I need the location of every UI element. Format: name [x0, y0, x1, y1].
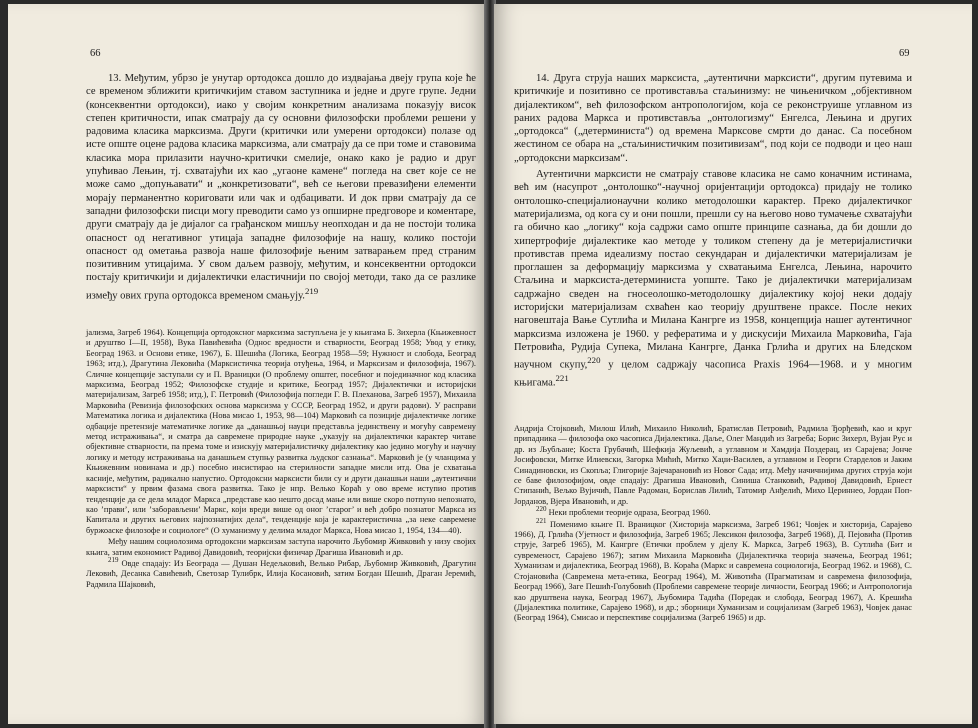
- note-ref-219: 219: [304, 285, 319, 296]
- right-page-body: [514, 72, 912, 393]
- right-page-number: 69: [899, 48, 910, 59]
- footnote-220-text: Неки проблеми теорије одраза, Београд 1960.: [548, 508, 711, 518]
- footnote-220: [514, 505, 912, 518]
- footnote-221: [514, 516, 912, 624]
- section-13-paragraph: [86, 72, 476, 303]
- right-footnotes: [514, 424, 912, 625]
- authentic-marxists-paragraph: [514, 168, 912, 390]
- footnote-continuation: јализма, Загреб 1964). Концепција ортодоксног марксизма заступљена је у књигама Б. Зихерла (Књижевност и друштво I—II, 1958), Вука Павићевића (Однос вредности и стварности, Београд 1958; Увод у етику, Београд 1963. и Основи етике, 1967), Б. Шешића (Логика, Београд 1958—59; Нужност и слобода, Београд 1963; итд.), Драгутина Лековића (Марксистичка теорија отуђења, 1964, и Марксизам и филозофија, 1967). Сличне концепције заступали су и П. Враницки (О проблему општег, посебног и појединачног код класика марксизма, Београд 1952; Филозофске студије и критике, Београд 1957; Дијалектички и историјски материјализам, Загреб 1958; итд.), Г. Петровић (Филозофија погледи Г. В. Плеханова, Загреб 1957), Михаила Марковића (Ревизија филозофских основа марксизма у СССР, Београд 1952, и други радови). У расправи Математика логика и дијалектика (Нова мисао 1, 1953, 98—104) Марковић са позиције дијалектичке логике одбације претензије математичке логике да „данашњој науци представља јединствену и могућу савремену метод истраживања“, и сматра да савремене природне науке „указују на дијалектички карактер читаве објективне стварности, па према томе и изискују материјалистичку дијалектику као једино могућу и научну логику и методу истраживања на данашњем ступњу развитка људског сазнања“. Марковић је (у чланцима у Књижевним новинама и др.) посебно инсистирао на стерилности западне мисли итд. Ова је схватања касније, међутим, радикално напустио. Ортодоксни марксисти били су и други данашњи наши „аутентични марксисти“ у првим фазама свога развитка. Тако је нпр. Велько Кораћ у ово време иступио против тенденције да се дела младог Маркса „представе као нешто досад мање или више скоро потпуно непознато, као ’прави’, или ’заборављени’ Маркс, који вреди више од оног ’старог’ и већ добро познатог Маркса из Капитала и других његових најпознатијих дела“, тенденције која је карактеристична „за неке савремене буржоаске филозофе и социологе“ (О хуманизму у делима младог Маркса, Нова мисао 1, 1954, 134—40).: [86, 328, 476, 535]
- left-page-number: 66: [90, 48, 101, 59]
- left-footnotes: [86, 328, 476, 591]
- footnote-221-number: 221: [536, 516, 547, 525]
- note-ref-220: 220: [587, 355, 601, 366]
- footnote-221-text: Поменимо књиге П. Враницког (Хисторија марксизма, Загреб 1961; Човјек и хисторија, Сарајево 1966), Д. Грлића (Ујетност и филозофија, Загреб 1965; Лексикон филозофа, Загреб 1968), Д. Пејовића (Против струје, Загреб 1965), М. Кангрге (Етички проблем у дјелу К. Маркса, Загреб 1963), В. Сутлића (Бит и сувременост, Сарајево 1967); затим Михаила Марковића (Дијалектичка теорија значења, Београд 1961; Хуманизам и дијалектика, Београд 1968), В. Кораћа (Маркс и савремена социологија, Београд 1962. и 1968), С. Стојановића (Савремена мета-етика, Београд 1964), М. Животића (Прагматизам и савремена филозофија, Београд 1966), Заге Пешић-Голубовић (Проблеми савремене теорије личности, Београд 1966; и Антропологија као друштвена наука, Београд 1967), Љубомира Тадића (Поредак и слобода, Београд 1967), А. Крешића (Дијалектика политике, Сарајево 1968), и др.; зборници Хуманизам и социјализам (Загреб 1963), Човјек данас (Београд 1964), Смисао и перспективе социјализма (Загреб 1965) и др.: [514, 519, 912, 623]
- left-page-body: [86, 72, 476, 306]
- left-page: [8, 4, 486, 724]
- footnote-220-number: 220: [536, 505, 547, 514]
- paragraph-2-text: Аутентични марксисти не сматрају ставове класика не само коначним истинама, већ им (насупрот „онтолошко“-научној оријентацији ортодокса) придају не толико онтолошко-специјалионаучни колико методолошки карактер. Преко дијалектичког материјализма, од кога су и они пошли, прешли су на његово ново тумачење схватајући га обично као „логику“ која садржи само опште принципе сазнања, да би дошли до хипертрофије дијалектике као методе у толиком степену да је метеријалистички противстав према идеализму постао секундаран и дијалектички материјализам је проглашен за деформацију марксизма у схватањима Енгелса, Лењина, нарочито Стаљина и марксиста-детерминиста уопште. Тако је дијалектички материјализам садржајно сведен на гносеолошко-методолошку дијалектику којој неки додају историјски материјализам схваћен као теорију друштвене праксе. После неких наговештаја Вање Сутлића и Милана Кангрге из 1958, концепција нашег аутентичног марксизма изложена је 1960. у рефератима и у дискусији Михаила Марковића, Гаја Петровића, Рудија Супека, Милана Кангрге, Данка Грлића и других на Бледском научном скупу,: [514, 169, 912, 371]
- footnote-continuation-2: Међу нашим социолозима ортодоксни марксизам заступа нарочито Љубомир Живковић у низу својих књига, затим економист Радивој Давидовић, теоријски физичар Драгиша Ивановић и др.: [86, 537, 476, 557]
- section-14-paragraph: 14. Друга струја наших марксиста, „аутентични марксисти“, другим путевима и критичкије и позитивно се противставља стаљинизму: не чињеничком „објективном дијалектиком“, већ филозофском антропологијом, која се реконструише углавном из раних радова Маркса и противставља „онтологизму“ Енгелса, Лењина и других „ортодокса“ („детерминиста“) од времена Марксове смрти до данас. Са посебном жестином се обара на „стаљинистичким позитивизам“, под који се подводи и цео наш „ортодоксни марксизам“.: [514, 73, 912, 164]
- footnote-219: [86, 556, 476, 590]
- paragraph-2-end: у целом садржају часописа Praxis 1964—1968. и у многим књигама.: [514, 359, 913, 389]
- section-13-text: 13. Међутим, убрзо је унутар ортодокса дошло до издвајања двеју група које ће се временом зближити критичкијим ставом заступника и једне и друге групе. Једни (консеквентни ортодокси), иако у својим конкретним анализама показују висок степен критичности, ипак сматрају да су основни филозофски проблеми решени у радовима класика марксизма. Други (критички или умерени ортодокси) полазе од исте опште оцене радова класика марксизма, али сматрају да се при томе и ставовима класика мора прилазити научно-критички смелије, онако како је радио и друг упућивао Лењин, тј. схватајући их као „угаоне камене“ погледа на свет које се не може само „допуњавати“ и „конкретизовати“, већ се његови превазиђени елементи морају перманентно кориговати или чак и одбацивати. И док први сматрају да се западни филозофски писци могу преводити само уз опширне предговоре и коментаре, други сматрају да је дијалог са грађанском мишљу неопходан и да не постоји толика опасност од негативног утицаја западне филозофије на нашу, колико постоји опасност од ометања развоја наше филозофије њеним затварањем пред страним позитивним утицајима. У свом даљем развоју, међутим, и консеквентни ортодокси постају критичкији и дијалектички еластичнији по својој методи, тако да се разлике између ових група ортодокса временом смањују.: [86, 73, 476, 302]
- right-page: [494, 4, 972, 724]
- note-ref-221: 221: [555, 373, 569, 384]
- footnote-219-number: 219: [108, 556, 119, 565]
- footnote-219-continuation: Андрија Стојковић, Милош Илић, Михаило Николић, Братислав Петровић, Радмила Ђорђевић, као и круг припадника — филозофа око часописа Дијалектика. Даље, Олег Мандић из Загреба; Борис Зихерл, Вујан Рус и др. из Љубљане; Коста Грубачић, Шефкија Жуљевић, а углавном и Хамдија Поздерац, из Сарајева; Јонче Јосифовски, Митке Илиевски, Загорка Мићић, Митко Хаџи-Василев, а углавном и Георги Старделов и Јаким Синадиновски, из Скопља; Глигорије Зајечарановић из Новог Сада; итд. Међу начичнијима других струја који се баве филозофијом, овде спадају: Драгиша Ивановић, Синиша Станковић, Радивој Давидовић, Ернест Стипанић, Вељко Вујичић, Павле Радоман, Борислав Лилић, Татомир Анђелић, Михо Цериннео, Јордан Поп-Јорданов, Вјера Ивановић, и др.: [514, 424, 912, 506]
- footnote-219-text: Овде спадају: Из Београда — Душан Недељковић, Велько Рибар, Љубомир Живковић, Драгутин Лековић, Десанка Савићевић, Светозар Тулибрк, Илија Косановић, затим Богдан Шешић, Драган Јеремић, Радмила Шајковић,: [86, 558, 476, 589]
